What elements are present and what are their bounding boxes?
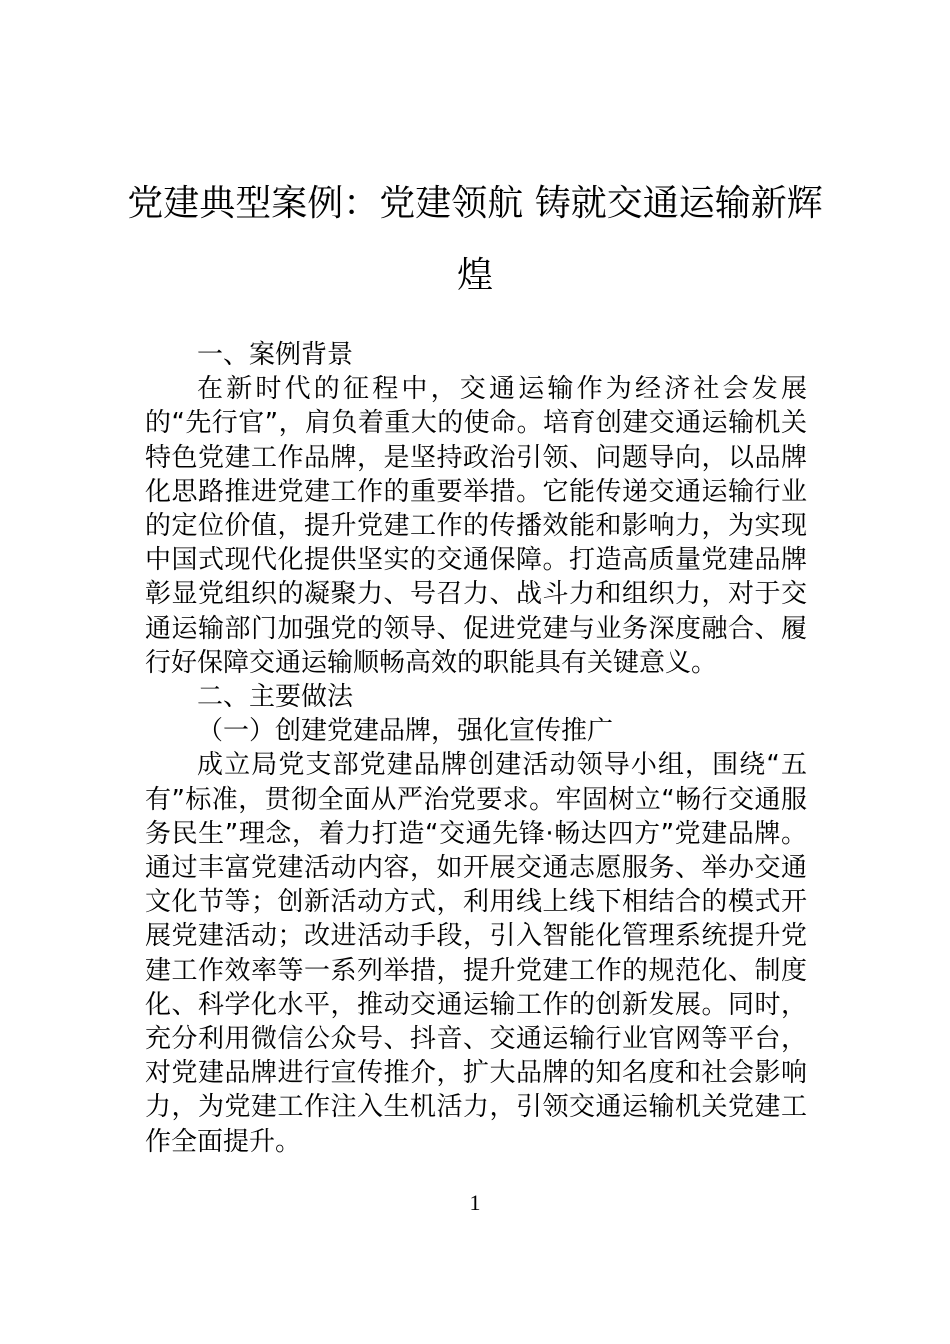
subheading-brand-building: （一）创建党建品牌，强化宣传推广 — [197, 716, 614, 747]
paragraph-brand-building: 成立局党支部党建品牌创建活动领导小组，围绕“五有”标准，贯彻全面从严治党要求。牢固树立“畅行交通服务民生”理念，着力打造“交通先锋·畅达四方”党建品牌。通过丰富党建活动内容，如开展交通志愿服务、举办交通文化节等；创新活动方式，利用线上线下相结合的模式开展党建活动；改进活动手段，引入智能化管理系统提升党建工作效率等一系列举措，提升党建工作的规范化、制度化、科学化水平，推动交通运输工作的创新发展。同时，充分利用微信公众号、抖音、交通运输行业官网等平台，对党建品牌进行宣传推介，扩大品牌的知名度和社会影响力，为党建工作注入生机活力，引领交通运输机关党建工作全面提升。 — [145, 750, 807, 1157]
document-body — [145, 338, 807, 1159]
section-heading-background: 一、案例背景 — [197, 340, 354, 370]
document-title: 党建典型案例：党建领航 铸就交通运输新辉煌 — [127, 183, 823, 296]
section-heading-methods: 二、主要做法 — [197, 682, 354, 713]
paragraph-background: 在新时代的征程中，交通运输作为经济社会发展的“先行官”，肩负着重大的使命。培育创建交通运输机关特色党建工作品牌，是坚持政治引领、问题导向，以品牌化思路推进党建工作的重要举措。它能传递交通运输行业的定位价值，提升党建工作的传播效能和影响力，为实现中国式现代化提供坚实的交通保障。打造高质量党建品牌彰显党组织的凝聚力、号召力、战斗力和组织力，对于交通运输部门加强党的领导、促进党建与业务深度融合、履行好保障交通运输顺畅高效的职能具有关键意义。 — [145, 374, 807, 678]
page-number: 1 — [469, 1190, 481, 1215]
